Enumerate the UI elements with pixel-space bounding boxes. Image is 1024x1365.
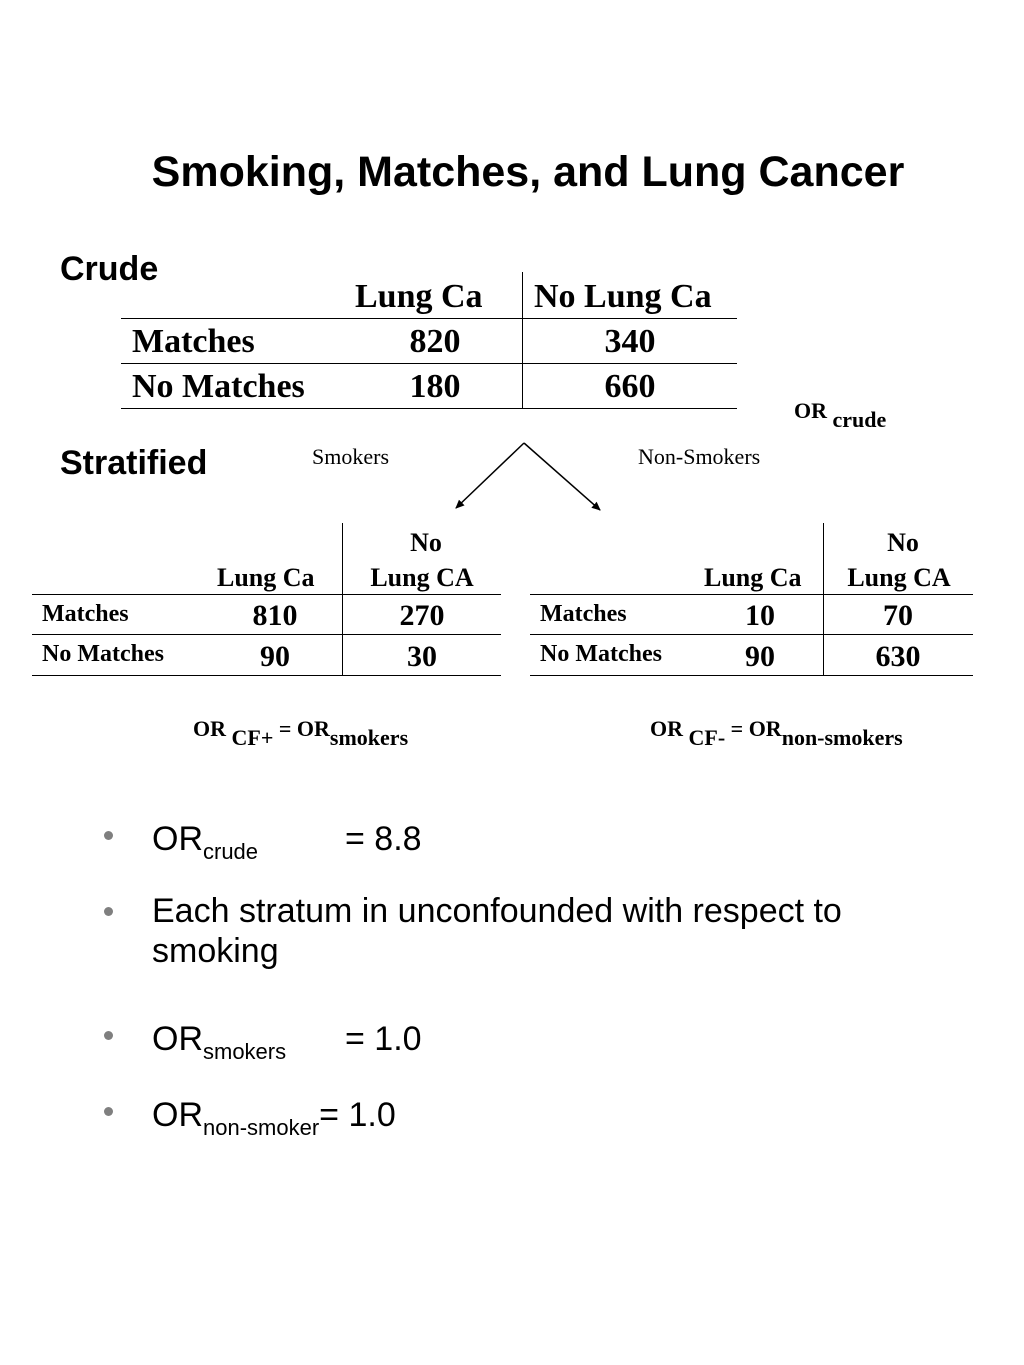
bullet-line: smoking [152, 932, 279, 970]
or-subscript: crude [832, 407, 887, 432]
page-title: Smoking, Matches, and Lung Cancer [151, 148, 905, 196]
nonsmokers-cell: 90 [745, 640, 775, 673]
crude-cell: 820 [409, 323, 461, 360]
or-subscript: CF- [688, 725, 726, 750]
bullet-dot-icon [104, 907, 113, 916]
bullet-subscript: crude [203, 839, 259, 864]
nonsmokers-header-rule [530, 594, 973, 595]
smokers-cell: 90 [260, 640, 290, 673]
non-smokers-label: Non-Smokers [638, 444, 761, 469]
smokers-cell: 270 [399, 599, 445, 632]
smokers-col-divider [342, 523, 343, 675]
nonsmokers-row-label-no-matches: No Matches [540, 641, 662, 667]
or-text: OR [794, 398, 827, 423]
stratified-section-label: Stratified [60, 444, 208, 482]
crude-col-header-lung-ca: Lung Ca [355, 278, 483, 315]
crude-cell: 180 [409, 368, 461, 405]
crude-cell: 660 [604, 368, 656, 405]
bullet-value: = 1.0 [319, 1096, 396, 1134]
nonsmokers-cell: 70 [883, 599, 913, 632]
smokers-col2-header-bottom: Lung CA [370, 563, 474, 592]
nonsmokers-col1-header: Lung Ca [704, 563, 802, 592]
or-equals-text: = OR [278, 716, 330, 741]
or-subscript: CF+ [231, 725, 274, 750]
or-nonsmokers-label [650, 716, 903, 751]
crude-col-divider [522, 272, 523, 408]
crude-row-rule [121, 363, 737, 364]
nonsmokers-bottom-rule [530, 675, 973, 676]
arrow-to-non-smokers [524, 443, 600, 510]
smokers-row-rule [32, 634, 501, 635]
bullet-main: OR [152, 1096, 203, 1134]
bullet-value: = 1.0 [345, 1020, 422, 1058]
bullet-dot-icon [104, 1107, 113, 1116]
crude-col-header-no-lung-ca: No Lung Ca [534, 278, 712, 315]
nonsmokers-cell: 630 [875, 640, 921, 673]
smokers-col2-header-top: No [410, 528, 442, 557]
crude-row-label-no-matches: No Matches [132, 368, 305, 405]
crude-row-label-matches: Matches [132, 323, 255, 360]
crude-cell: 340 [604, 323, 656, 360]
bullet-main: OR [152, 1020, 203, 1058]
or-crude-label [794, 398, 886, 433]
bullet-subscript: smokers [203, 1039, 287, 1064]
crude-header-rule [121, 318, 737, 319]
smokers-header-rule [32, 594, 501, 595]
smokers-row-label-no-matches: No Matches [42, 641, 164, 667]
smokers-bottom-rule [32, 675, 501, 676]
or-text: OR [650, 716, 683, 741]
arrow-to-smokers [456, 443, 524, 508]
bullet-main: OR [152, 820, 203, 858]
bullet-dot-icon [104, 831, 113, 840]
or-equals-text: = OR [730, 716, 782, 741]
smokers-cell: 30 [407, 640, 437, 673]
smokers-label: Smokers [312, 444, 389, 469]
crude-section-label: Crude [60, 250, 159, 288]
nonsmokers-row-label-matches: Matches [540, 601, 627, 627]
smokers-row-label-matches: Matches [42, 601, 129, 627]
smokers-col1-header: Lung Ca [217, 563, 315, 592]
crude-bottom-rule [121, 408, 737, 409]
nonsmokers-col2-header-top: No [887, 528, 919, 557]
smokers-cell: 810 [252, 599, 298, 632]
or-subscript: non-smokers [781, 725, 903, 750]
or-text: OR [193, 716, 226, 741]
bullet-value: = 8.8 [345, 820, 422, 858]
nonsmokers-row-rule [530, 634, 973, 635]
bullet-line: Each stratum in unconfounded with respect to [152, 892, 842, 930]
bullet-dot-icon [104, 1031, 113, 1040]
nonsmokers-col2-header-bottom: Lung CA [847, 563, 951, 592]
nonsmokers-cell: 10 [745, 599, 775, 632]
or-smokers-label [193, 716, 408, 751]
branch-arrows-icon [440, 435, 620, 520]
bullet-subscript: non-smoker [203, 1115, 320, 1140]
or-subscript: smokers [329, 725, 409, 750]
nonsmokers-col-divider [823, 523, 824, 675]
